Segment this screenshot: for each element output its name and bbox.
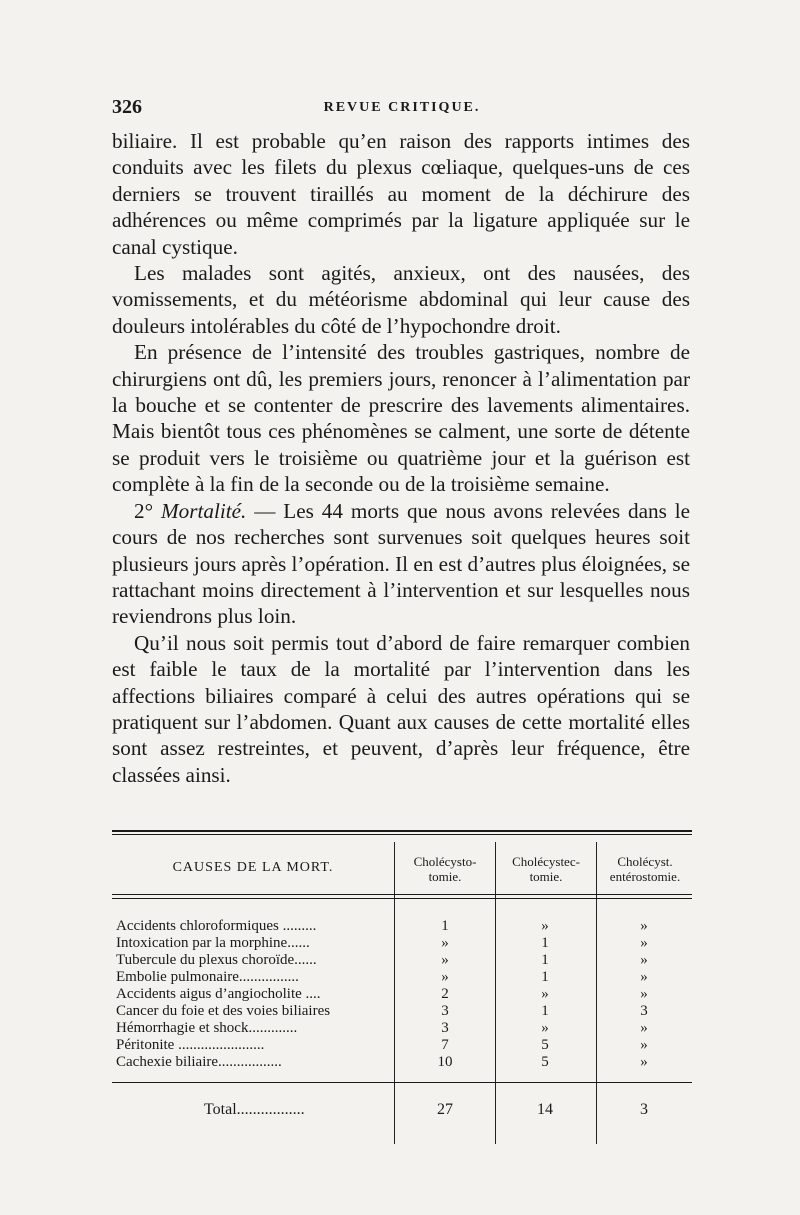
section-heading: Mortalité.	[160, 498, 247, 523]
table-rule-header-1	[112, 894, 692, 895]
header-causes: CAUSES DE LA MORT.	[172, 860, 334, 875]
table-rule-top	[112, 830, 692, 832]
header-cholecyst-enterostomie: Cholécyst. entérostomie.	[609, 854, 681, 884]
row-cholecystotomie: »	[441, 969, 449, 985]
table-rule-header-2	[112, 898, 692, 899]
table-row	[112, 986, 692, 1003]
mortality-table	[112, 830, 692, 1150]
row-cholecyst-enterostomie: »	[640, 952, 648, 968]
row-cholecyst-enterostomie: »	[640, 918, 648, 934]
row-cholecystectomie: »	[541, 1020, 549, 1036]
row-cause: Cachexie biliaire.................	[116, 1054, 282, 1070]
row-cholecystotomie: 7	[441, 1037, 449, 1053]
row-cholecystotomie: 1	[441, 918, 449, 934]
table-row	[112, 1020, 692, 1037]
row-cholecyst-enterostomie: »	[640, 1037, 648, 1053]
row-cholecystotomie: 10	[437, 1054, 453, 1070]
row-cholecystectomie: 5	[541, 1054, 549, 1070]
row-cholecyst-enterostomie: »	[640, 1054, 648, 1070]
row-cause: Hémorrhagie et shock.............	[116, 1020, 298, 1036]
row-cholecyst-enterostomie: »	[640, 935, 648, 951]
total-label: Total.................	[204, 1101, 305, 1118]
body-text	[112, 128, 690, 788]
paragraph-3: En présence de l’intensité des troubles gastriques, nombre de chirurgiens ont dû, les premiers jours, renoncer à l’alimentation par la bouche et se contenter de prescrire des lavements alimentaires. Mais bientôt tous ces phénomènes se calment, une sorte de détente se produit vers le troisième ou quatrième jour et la guérison est complète à la fin de la seconde ou de la troisième semaine.	[112, 340, 690, 497]
section-number: 2°	[134, 498, 154, 523]
row-cholecystectomie: »	[541, 986, 549, 1002]
row-cholecystotomie: 2	[441, 986, 449, 1002]
row-cause: Péritonite .......................	[116, 1037, 265, 1053]
page-header	[112, 96, 692, 126]
table-rule-top-thin	[112, 834, 692, 835]
table-row	[112, 918, 692, 935]
row-cause: Tubercule du plexus choroïde......	[116, 952, 317, 968]
row-cholecystectomie: 5	[541, 1037, 549, 1053]
total-cholecyst-enterostomie: 3	[640, 1101, 648, 1118]
row-cause: Accidents aigus d’angiocholite ....	[116, 986, 321, 1002]
row-cholecyst-enterostomie: »	[640, 969, 648, 985]
row-cholecystectomie: 1	[541, 952, 549, 968]
paragraph-last: Qu’il nous soit permis tout d’abord de faire remarquer combien est faible le taux de la mortalité par l’intervention dans les affections biliaires comparé à celui des autres opérations qui se pratiquent sur l’abdomen. Quant aux causes de cette mortalité elles sont assez restreintes, et peuvent, d’après leur fréquence, être classées ainsi.	[112, 630, 690, 787]
header-cholecystotomie: Cholécysto- tomie.	[413, 854, 477, 884]
section-text: Les 44 morts que nous avons relevées dans le cours de nos recherches sont survenues soit quelques heures soit plusieurs jours après l’opération. Il en est d’autres plus éloignées, se rattachant moins directement à l’intervention et sur lesquelles nous reviendrons plus loin.	[112, 498, 690, 629]
row-cholecystotomie: »	[441, 935, 449, 951]
row-cause: Accidents chloroformiques .........	[116, 918, 317, 934]
table-row	[112, 1003, 692, 1020]
total-cholecystotomie: 27	[437, 1101, 453, 1118]
page-number: 326	[112, 96, 142, 118]
table-row	[112, 935, 692, 952]
row-cholecystotomie: »	[441, 952, 449, 968]
row-cholecystectomie: 1	[541, 935, 549, 951]
row-cholecystotomie: 3	[441, 1020, 449, 1036]
section-dash: —	[254, 498, 276, 523]
header-cholecystectomie: Cholécystec- tomie.	[512, 854, 580, 884]
total-cholecystectomie: 14	[537, 1101, 553, 1118]
paragraph-1: biliaire. Il est probable qu’en raison des rapports intimes des conduits avec les filets du plexus cœliaque, quelques-uns de ces derniers se trouvent tiraillés au moment de la déchirure des adhérences ou même comprimés par la ligature appliquée sur le canal cystique.	[112, 129, 690, 259]
row-cause: Embolie pulmonaire................	[116, 969, 299, 985]
row-cholecyst-enterostomie: 3	[640, 1003, 648, 1019]
paragraph-2: Les malades sont agités, anxieux, ont des nausées, des vomissements, et du météorisme abdominal qui leur cause des douleurs intolérables du côté de l’hypochondre droit.	[112, 261, 690, 338]
table-rule-total	[112, 1082, 692, 1083]
row-cholecystectomie: 1	[541, 1003, 549, 1019]
row-cholecyst-enterostomie: »	[640, 1020, 648, 1036]
table-row	[112, 1054, 692, 1071]
row-cause: Cancer du foie et des voies biliaires	[116, 1003, 331, 1019]
table-row	[112, 969, 692, 986]
row-cholecyst-enterostomie: »	[640, 986, 648, 1002]
row-cholecystectomie: »	[541, 918, 549, 934]
table-row	[112, 1037, 692, 1054]
paragraph-mortalite	[112, 498, 690, 630]
row-cause: Intoxication par la morphine......	[116, 935, 310, 951]
row-cholecystotomie: 3	[441, 1003, 449, 1019]
table-row	[112, 952, 692, 969]
running-title: REVUE CRITIQUE.	[323, 100, 481, 115]
row-cholecystectomie: 1	[541, 969, 549, 985]
